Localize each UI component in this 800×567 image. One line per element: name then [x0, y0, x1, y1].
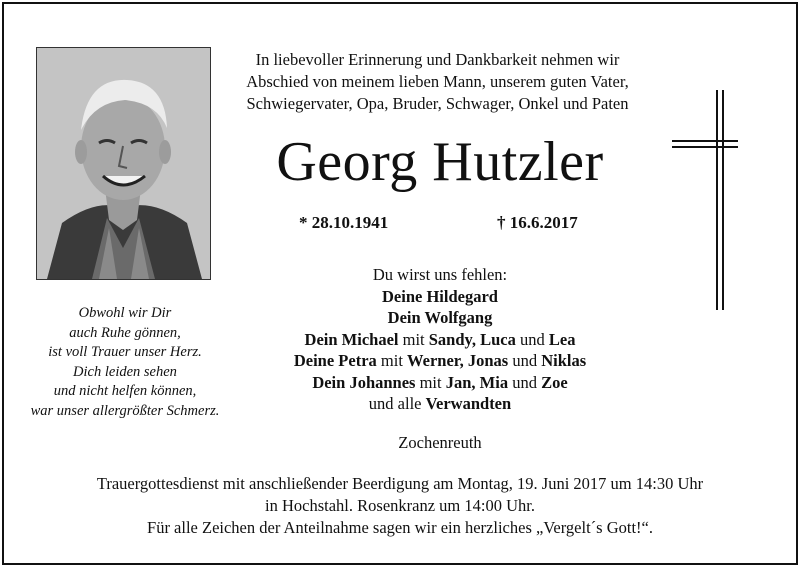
family-line: Deine Hildegard — [382, 286, 498, 306]
cross-icon — [670, 90, 740, 310]
family-lead: Du wirst uns fehlen: — [372, 265, 508, 284]
intro-line: Abschied von meinem lieben Mann, unserem guten Vater, — [246, 72, 629, 91]
poem-line: ist voll Trauer unser Herz. — [48, 344, 202, 360]
family-line: Dein Wolfgang — [387, 308, 493, 327]
place-name: Zochenreuth — [398, 433, 482, 452]
family-line: Deine Petra mit Werner, Jonas und Niklas — [293, 351, 587, 370]
service-info — [20, 473, 780, 539]
intro-line: In liebevoller Erinnerung und Dankbarkeit nehmen wir — [255, 50, 620, 69]
portrait-illustration — [37, 48, 210, 279]
portrait-photo — [36, 47, 211, 280]
service-line: Trauergottesdienst mit anschließender Beerdigung am Montag, 19. Juni 2017 um 14:30 Uhr — [96, 474, 704, 493]
intro-line: Schwiegervater, Opa, Bruder, Schwager, Onkel und Paten — [246, 94, 629, 113]
family-line: und alle Verwandten — [368, 394, 512, 413]
poem-line: war unser allergrößter Schmerz. — [30, 402, 220, 419]
family-line: Dein Johannes mit Jan, Mia und Zoe — [312, 372, 568, 392]
service-line: in Hochstahl. Rosenkranz um 14:00 Uhr. — [265, 496, 535, 515]
family-list — [240, 264, 640, 415]
poem-line: Dich leiden sehen — [73, 363, 177, 380]
intro-text — [210, 49, 665, 115]
poem-line: und nicht helfen können, — [53, 383, 197, 399]
birth-date: * 28.10.1941 — [299, 213, 389, 232]
death-date: † 16.6.2017 — [497, 213, 578, 232]
deceased-name: Georg Hutzler — [276, 131, 604, 193]
memorial-poem — [16, 304, 234, 421]
thanks-line: Für alle Zeichen der Anteilnahme sagen wir ein herzliches „Vergelt´s Gott!“. — [147, 518, 653, 537]
family-line: Dein Michael mit Sandy, Luca und Lea — [304, 329, 576, 349]
poem-line: auch Ruhe gönnen, — [69, 324, 181, 341]
poem-line: Obwohl wir Dir — [78, 305, 172, 321]
